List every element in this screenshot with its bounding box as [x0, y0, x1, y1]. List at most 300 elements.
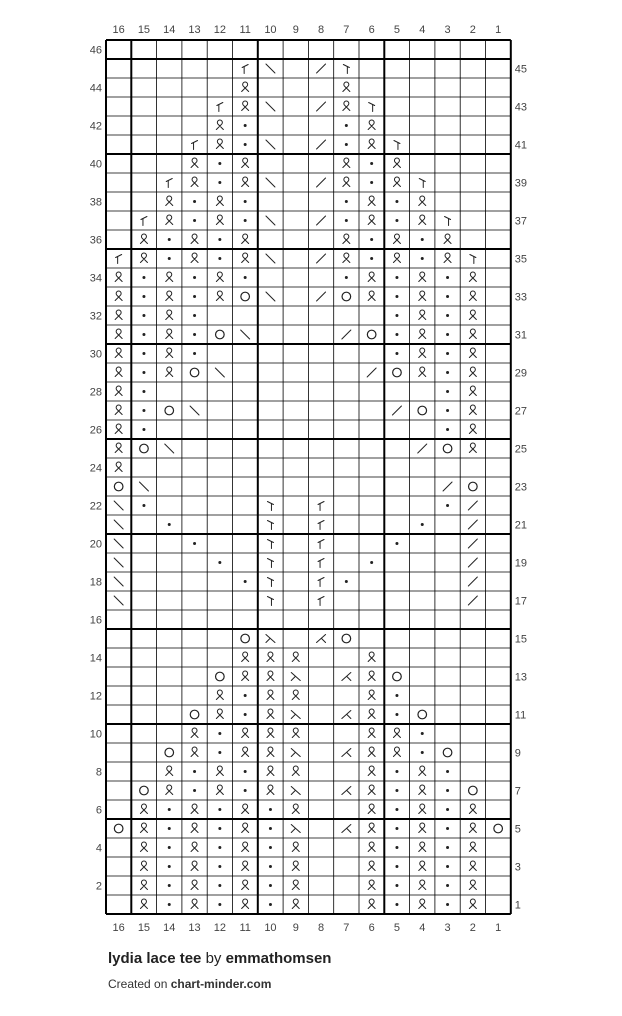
twisted-knit-symbol — [292, 880, 299, 889]
purl-symbol — [244, 124, 247, 127]
twisted-knit-symbol — [166, 291, 173, 300]
purl-symbol — [269, 827, 272, 830]
purl-symbol — [446, 846, 449, 849]
twisted-knit-symbol — [469, 272, 476, 282]
purl-symbol — [446, 295, 449, 298]
twisted-knit-symbol — [216, 272, 223, 282]
column-number-top: 8 — [317, 24, 325, 36]
credit-line — [108, 977, 331, 991]
twisted-knit-symbol — [469, 386, 476, 396]
column-number-top: 9 — [292, 24, 299, 36]
purl-symbol — [395, 903, 398, 906]
column-number-bottom: 15 — [137, 922, 151, 934]
column-number-bottom: 12 — [213, 922, 226, 934]
purl-symbol — [446, 865, 449, 868]
purl-symbol — [168, 523, 171, 526]
purl-symbol — [370, 561, 373, 564]
twisted-knit-symbol — [444, 253, 451, 263]
yarn-over-symbol — [114, 824, 123, 833]
yarn-over-symbol — [469, 786, 478, 795]
twisted-knit-symbol — [267, 671, 274, 680]
twisted-knit-symbol — [469, 424, 476, 434]
purl-symbol — [395, 884, 398, 887]
twisted-knit-symbol — [393, 253, 400, 263]
row-number-left: 4 — [95, 842, 102, 855]
column-number-bottom: 7 — [343, 922, 350, 934]
twisted-knit-symbol — [292, 842, 299, 851]
twisted-knit-symbol — [419, 367, 426, 377]
twisted-knit-symbol — [393, 177, 400, 187]
column-number-bottom: 4 — [419, 922, 426, 934]
purl-symbol — [446, 504, 449, 507]
purl-symbol — [193, 219, 196, 222]
k2tog-symbol — [342, 330, 351, 339]
twisted-knit-symbol — [393, 728, 400, 738]
twisted-knit-symbol — [242, 861, 249, 870]
yarn-over-symbol — [165, 748, 174, 757]
twisted-knit-symbol — [469, 291, 476, 301]
yarn-over-symbol — [241, 634, 250, 643]
purl-symbol — [395, 694, 398, 697]
twisted-knit-symbol — [166, 348, 173, 358]
twisted-knit-symbol — [267, 766, 274, 775]
twisted-knit-symbol — [343, 177, 350, 187]
twisted-knit-symbol — [115, 405, 122, 415]
twisted-knit-symbol — [419, 310, 426, 320]
twisted-knit-symbol — [191, 861, 198, 870]
twisted-knit-symbol — [419, 348, 426, 358]
k2tog-symbol — [468, 520, 477, 529]
purl-symbol — [244, 200, 247, 203]
row-number-left: 20 — [89, 538, 102, 551]
twisted-knit-symbol — [115, 329, 122, 338]
purl-symbol — [168, 257, 171, 260]
column-number-top: 7 — [343, 24, 350, 36]
k2tog-symbol — [468, 539, 477, 548]
ssk-symbol — [114, 539, 123, 548]
row-number-left: 36 — [89, 234, 102, 247]
twisted-knit-symbol — [343, 158, 350, 168]
created-on-label: Created on — [108, 977, 168, 991]
twisted-knit-symbol — [444, 234, 451, 244]
row-number-right: 7 — [514, 785, 521, 798]
row-number-left: 12 — [89, 690, 102, 703]
column-number-bottom: 14 — [163, 922, 176, 934]
twisted-knit-symbol — [419, 880, 426, 889]
twisted-knit-symbol — [191, 747, 198, 756]
twisted-knit-symbol — [419, 899, 426, 909]
row-number-left: 24 — [89, 462, 102, 475]
twisted-knit-symbol — [419, 196, 426, 205]
column-number-top: 14 — [163, 24, 176, 36]
twisted-knit-symbol — [368, 728, 375, 738]
row-number-right: 3 — [514, 861, 521, 874]
purl-symbol — [193, 276, 196, 279]
column-number-bottom: 11 — [239, 922, 251, 934]
ssk-symbol — [241, 330, 250, 339]
twisted-knit-symbol — [191, 177, 198, 187]
twisted-knit-symbol — [292, 690, 299, 699]
twisted-knit-symbol — [115, 386, 122, 396]
row-number-left: 18 — [89, 576, 102, 589]
twisted-knit-symbol — [242, 728, 249, 738]
purl-symbol — [218, 257, 221, 260]
purl-symbol — [345, 143, 348, 146]
twisted-knit-symbol — [115, 310, 122, 319]
purl-symbol — [421, 523, 424, 526]
ssk-symbol — [114, 501, 123, 510]
left-twist-symbol — [318, 597, 324, 606]
cdd-right-symbol — [291, 787, 300, 795]
twisted-knit-symbol — [368, 120, 375, 130]
twisted-knit-symbol — [368, 272, 375, 282]
twisted-knit-symbol — [191, 158, 198, 167]
yarn-over-symbol — [114, 482, 123, 491]
row-number-left: 2 — [95, 880, 102, 893]
yarn-over-symbol — [393, 672, 402, 681]
k2tog-symbol — [317, 140, 326, 149]
purl-symbol — [370, 181, 373, 184]
yarn-over-symbol — [469, 482, 478, 491]
chart-grid — [106, 40, 511, 914]
twisted-knit-symbol — [419, 291, 426, 301]
row-number-left: 42 — [89, 120, 102, 133]
purl-symbol — [168, 808, 171, 811]
twisted-knit-symbol — [469, 804, 476, 814]
twisted-knit-symbol — [393, 747, 400, 756]
column-number-bottom: 6 — [368, 922, 375, 934]
twisted-knit-symbol — [191, 728, 198, 737]
twisted-knit-symbol — [469, 405, 476, 415]
twisted-knit-symbol — [115, 348, 122, 358]
author-name[interactable]: emmathomsen — [225, 950, 332, 967]
row-number-left: 30 — [89, 348, 102, 361]
row-number-left: 32 — [89, 310, 102, 323]
k2tog-symbol — [317, 102, 326, 111]
column-number-bottom: 10 — [264, 922, 277, 934]
yarn-over-symbol — [393, 368, 402, 377]
twisted-knit-symbol — [267, 709, 274, 719]
twisted-knit-symbol — [140, 899, 147, 909]
ssk-symbol — [266, 140, 275, 149]
column-number-bottom: 5 — [393, 922, 401, 934]
column-number-bottom: 9 — [292, 922, 299, 934]
purl-symbol — [193, 542, 196, 545]
ssk-symbol — [266, 64, 275, 73]
k2tog-symbol — [392, 406, 401, 415]
purl-symbol — [168, 238, 171, 241]
twisted-knit-symbol — [368, 766, 375, 775]
right-twist-symbol — [419, 179, 425, 188]
twisted-knit-symbol — [242, 234, 249, 244]
twisted-knit-symbol — [368, 139, 375, 149]
purl-symbol — [168, 903, 171, 906]
twisted-knit-symbol — [469, 842, 476, 851]
left-twist-symbol — [242, 65, 248, 74]
purl-symbol — [142, 276, 145, 279]
column-number-bottom: 8 — [317, 922, 325, 934]
twisted-knit-symbol — [216, 139, 223, 149]
twisted-knit-symbol — [368, 785, 375, 795]
k2tog-symbol — [468, 501, 477, 510]
purl-symbol — [395, 542, 398, 545]
twisted-knit-symbol — [419, 272, 426, 282]
twisted-knit-symbol — [191, 823, 198, 832]
twisted-knit-symbol — [140, 861, 147, 870]
purl-symbol — [345, 276, 348, 279]
purl-symbol — [395, 200, 398, 203]
cdd-left-symbol — [342, 749, 351, 757]
row-number-right: 27 — [514, 405, 528, 418]
twisted-knit-symbol — [242, 652, 249, 662]
twisted-knit-symbol — [419, 823, 426, 833]
site-link[interactable]: chart-minder.com — [170, 977, 272, 991]
twisted-knit-symbol — [216, 120, 223, 130]
purl-symbol — [244, 219, 247, 222]
yarn-over-symbol — [418, 406, 427, 415]
column-number-bottom: 13 — [188, 922, 201, 934]
purl-symbol — [446, 808, 449, 811]
cdd-right-symbol — [266, 635, 275, 643]
twisted-knit-symbol — [368, 671, 375, 680]
purl-symbol — [345, 124, 348, 127]
twisted-knit-symbol — [140, 804, 147, 813]
purl-symbol — [142, 295, 145, 298]
purl-symbol — [269, 846, 272, 849]
k2tog-symbol — [443, 482, 452, 491]
k2tog-symbol — [468, 577, 477, 586]
left-twist-symbol — [318, 578, 324, 587]
purl-symbol — [218, 181, 221, 184]
ssk-symbol — [114, 520, 123, 529]
k2tog-symbol — [317, 292, 326, 301]
row-number-right: 1 — [514, 899, 521, 912]
twisted-knit-symbol — [469, 861, 476, 870]
row-number-left: 14 — [89, 652, 102, 665]
purl-symbol — [269, 808, 272, 811]
twisted-knit-symbol — [469, 367, 476, 377]
twisted-knit-symbol — [140, 823, 147, 833]
twisted-knit-symbol — [242, 823, 249, 833]
twisted-knit-symbol — [191, 842, 198, 851]
purl-symbol — [395, 295, 398, 298]
row-number-left: 8 — [95, 766, 102, 779]
purl-symbol — [193, 295, 196, 298]
yarn-over-symbol — [140, 444, 149, 453]
left-twist-symbol — [318, 521, 324, 530]
twisted-knit-symbol — [292, 804, 299, 814]
row-number-left: 44 — [89, 82, 102, 95]
yarn-over-symbol — [494, 824, 503, 833]
twisted-knit-symbol — [166, 215, 173, 224]
purl-symbol — [370, 257, 373, 260]
row-number-right: 11 — [514, 709, 527, 722]
column-number-top: 2 — [469, 24, 476, 36]
purl-symbol — [218, 846, 221, 849]
row-number-right: 25 — [514, 443, 528, 456]
purl-symbol — [446, 371, 449, 374]
k2tog-symbol — [468, 558, 477, 567]
left-twist-symbol — [217, 103, 223, 112]
twisted-knit-symbol — [242, 253, 249, 263]
purl-symbol — [446, 903, 449, 906]
purl-symbol — [142, 428, 145, 431]
twisted-knit-symbol — [419, 804, 426, 814]
twisted-knit-symbol — [368, 709, 375, 719]
left-twist-symbol — [192, 141, 198, 150]
yarn-over-symbol — [443, 748, 452, 757]
k2tog-symbol — [468, 596, 477, 605]
purl-symbol — [244, 694, 247, 697]
column-number-bottom: 16 — [112, 922, 125, 934]
left-twist-symbol — [318, 540, 324, 549]
row-number-right: 39 — [514, 177, 528, 190]
purl-symbol — [269, 865, 272, 868]
twisted-knit-symbol — [368, 842, 375, 851]
twisted-knit-symbol — [191, 253, 198, 263]
purl-symbol — [193, 314, 196, 317]
row-number-left: 28 — [89, 386, 102, 399]
cdd-right-symbol — [291, 749, 300, 757]
right-twist-symbol — [267, 597, 273, 606]
k2tog-symbol — [418, 444, 427, 453]
twisted-knit-symbol — [166, 766, 173, 775]
row-number-left: 34 — [89, 272, 102, 285]
cdd-left-symbol — [342, 673, 351, 681]
ssk-symbol — [139, 482, 148, 491]
row-number-left: 22 — [89, 500, 102, 513]
row-number-right: 29 — [514, 367, 528, 380]
ssk-symbol — [165, 444, 174, 453]
yarn-over-symbol — [165, 406, 174, 415]
left-twist-symbol — [318, 502, 324, 511]
twisted-knit-symbol — [115, 272, 122, 282]
twisted-knit-symbol — [469, 899, 476, 909]
cdd-left-symbol — [342, 711, 351, 719]
twisted-knit-symbol — [216, 709, 223, 719]
row-number-right: 13 — [514, 671, 528, 684]
right-twist-symbol — [369, 103, 375, 112]
twisted-knit-symbol — [368, 291, 375, 301]
twisted-knit-symbol — [267, 652, 274, 662]
row-number-right: 33 — [514, 291, 528, 304]
twisted-knit-symbol — [368, 747, 375, 756]
purl-symbol — [142, 504, 145, 507]
k2tog-symbol — [367, 368, 376, 377]
twisted-knit-symbol — [368, 823, 375, 833]
yarn-over-symbol — [190, 368, 199, 377]
chart-title[interactable]: lydia lace tee — [108, 950, 202, 967]
purl-symbol — [395, 789, 398, 792]
ssk-symbol — [266, 254, 275, 263]
column-number-top: 12 — [213, 24, 226, 36]
twisted-knit-symbol — [368, 215, 375, 225]
column-number-top: 5 — [393, 24, 401, 36]
row-number-right: 19 — [514, 557, 528, 570]
purl-symbol — [244, 143, 247, 146]
twisted-knit-symbol — [469, 880, 476, 889]
purl-symbol — [218, 732, 221, 735]
purl-symbol — [244, 580, 247, 583]
twisted-knit-symbol — [216, 196, 223, 206]
purl-symbol — [218, 903, 221, 906]
twisted-knit-symbol — [419, 329, 426, 339]
purl-symbol — [168, 865, 171, 868]
column-number-top: 13 — [188, 24, 201, 36]
purl-symbol — [142, 333, 145, 336]
twisted-knit-symbol — [140, 253, 147, 263]
purl-symbol — [142, 390, 145, 393]
purl-symbol — [421, 751, 424, 754]
purl-symbol — [421, 257, 424, 260]
twisted-knit-symbol — [469, 443, 476, 453]
row-number-right: 37 — [514, 215, 528, 228]
twisted-knit-symbol — [267, 785, 274, 795]
twisted-knit-symbol — [216, 785, 223, 795]
yarn-over-symbol — [443, 444, 452, 453]
purl-symbol — [142, 371, 145, 374]
twisted-knit-symbol — [191, 899, 198, 908]
twisted-knit-symbol — [368, 652, 375, 662]
purl-symbol — [395, 276, 398, 279]
twisted-knit-symbol — [115, 367, 122, 376]
yarn-over-symbol — [342, 292, 351, 301]
twisted-knit-symbol — [166, 785, 173, 794]
purl-symbol — [395, 770, 398, 773]
purl-symbol — [446, 314, 449, 317]
twisted-knit-symbol — [191, 804, 198, 813]
twisted-knit-symbol — [368, 690, 375, 699]
ssk-symbol — [215, 368, 224, 377]
purl-symbol — [142, 314, 145, 317]
cdd-left-symbol — [342, 825, 351, 833]
twisted-knit-symbol — [166, 196, 173, 205]
purl-symbol — [345, 580, 348, 583]
purl-symbol — [244, 789, 247, 792]
twisted-knit-symbol — [368, 196, 375, 206]
column-number-bottom: 2 — [469, 922, 476, 934]
twisted-knit-symbol — [166, 329, 173, 338]
row-number-left: 6 — [95, 804, 102, 817]
twisted-knit-symbol — [242, 804, 249, 814]
twisted-knit-symbol — [115, 462, 122, 471]
purl-symbol — [395, 219, 398, 222]
column-number-top: 1 — [495, 24, 502, 36]
row-number-right: 5 — [514, 823, 521, 836]
twisted-knit-symbol — [368, 880, 375, 889]
purl-symbol — [142, 409, 145, 412]
ssk-symbol — [114, 558, 123, 567]
twisted-knit-symbol — [242, 82, 249, 91]
right-twist-symbol — [343, 65, 349, 74]
row-number-left: 26 — [89, 424, 102, 437]
purl-symbol — [395, 352, 398, 355]
k2tog-symbol — [317, 64, 326, 73]
purl-symbol — [218, 865, 221, 868]
purl-symbol — [269, 903, 272, 906]
purl-symbol — [446, 276, 449, 279]
left-twist-symbol — [166, 179, 172, 188]
twisted-knit-symbol — [292, 766, 299, 775]
twisted-knit-symbol — [242, 842, 249, 851]
row-number-left: 40 — [89, 158, 102, 171]
twisted-knit-symbol — [166, 272, 173, 282]
purl-symbol — [446, 789, 449, 792]
left-twist-symbol — [116, 255, 122, 264]
purl-symbol — [345, 200, 348, 203]
ssk-symbol — [266, 292, 275, 301]
purl-symbol — [193, 200, 196, 203]
